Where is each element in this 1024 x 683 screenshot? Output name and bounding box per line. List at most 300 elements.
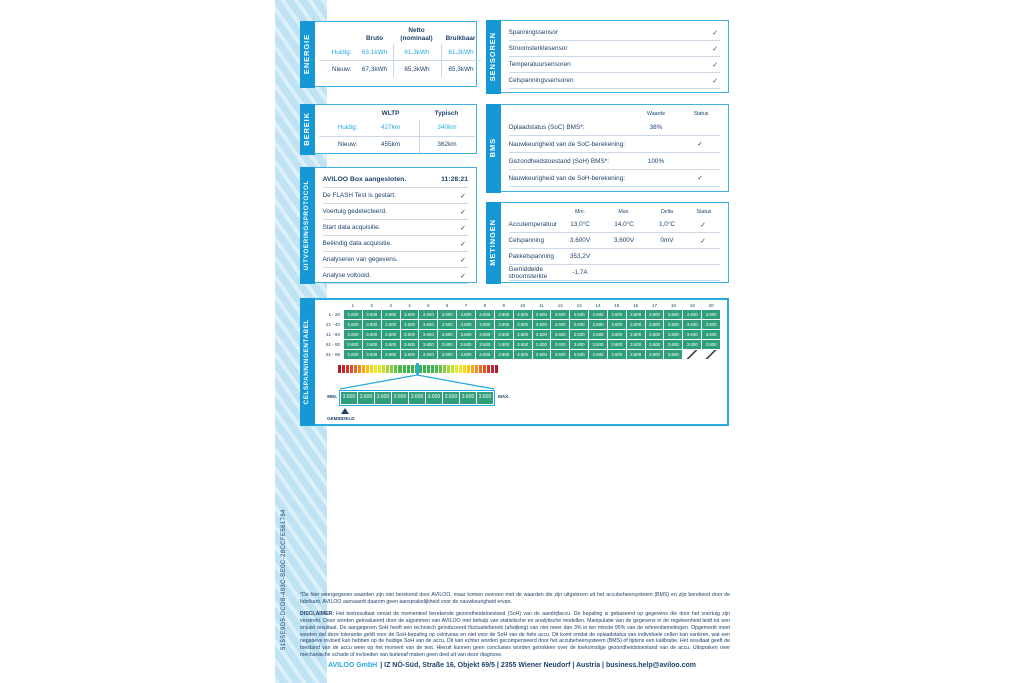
voltage-cell: 3.600 <box>608 340 626 349</box>
row-label: Nieuw: <box>319 60 357 77</box>
voltage-cell: 3.600 <box>702 320 720 329</box>
voltage-cell: 3.600 <box>476 320 494 329</box>
voltage-cell: 3.600 <box>358 392 374 404</box>
voltage-cell: 3.600 <box>419 320 437 329</box>
gradient-segment <box>427 365 430 373</box>
col-header: Typisch <box>434 110 459 117</box>
gradient-segment <box>459 365 462 373</box>
energie-table <box>319 24 481 77</box>
gradient-segment <box>431 365 434 373</box>
col-header: 20 <box>708 303 714 308</box>
voltage-cell: 3.600 <box>646 330 664 339</box>
check-icon: ✓ <box>700 237 706 245</box>
voltage-cell: 3.600 <box>363 330 381 339</box>
sensor-row <box>509 25 721 41</box>
metric-label: Accutemperatuur <box>508 221 558 228</box>
bereik-table <box>319 107 475 153</box>
voltage-cell: 3.600 <box>646 340 664 349</box>
protocol-steps <box>323 188 469 284</box>
min-value: -1,7A <box>572 269 588 276</box>
row-label: 81 - 98 <box>325 352 340 357</box>
voltage-cell: 3.600 <box>363 350 381 359</box>
voltage-cell: 3.600 <box>551 310 569 319</box>
col-header: 14 <box>595 303 601 308</box>
cell-grid <box>317 303 720 359</box>
gradient-segment <box>354 365 357 373</box>
check-icon: ✓ <box>460 208 466 216</box>
check-icon: ✓ <box>700 221 706 229</box>
voltage-cell: 3.600 <box>382 320 400 329</box>
bms-row <box>509 153 721 170</box>
voltage-cell: 3.600 <box>363 340 381 349</box>
voltage-cell: 3.600 <box>344 340 362 349</box>
check-icon: ✓ <box>460 192 466 200</box>
metric-label: Nauwkeurigheid van de SoH-berekening: <box>508 174 626 182</box>
bms-row <box>509 136 721 153</box>
voltage-cell: 3.600 <box>514 350 532 359</box>
protocol-header-row <box>323 171 469 188</box>
protocol-header-text: AVILOO Box aangesloten. <box>322 175 407 183</box>
metingen-row <box>509 233 721 249</box>
section-tab-label: CELSPANNINGENTABEL <box>303 319 311 405</box>
bms-card <box>486 104 729 192</box>
metric-value: 100% <box>647 157 665 165</box>
disclaimer <box>300 611 730 659</box>
gradient-segment <box>390 365 393 373</box>
col-header: 4 <box>408 303 411 308</box>
voltage-cell: 3.600 <box>392 392 408 404</box>
section-tab-label: METINGEN <box>488 219 498 266</box>
col-header: 7 <box>464 303 468 308</box>
sensor-row <box>509 73 721 89</box>
value-cell: 61,3kWh <box>441 44 481 60</box>
section-tab-label: SENSOREN <box>488 31 498 82</box>
voltage-cell: 3.600 <box>401 330 419 339</box>
sensor-label: Spanningssensor <box>508 29 558 36</box>
metric-label: Pakketspanning <box>508 253 554 260</box>
voltage-cell: 3.600 <box>514 340 532 349</box>
metingen-rows <box>509 205 721 281</box>
value-cell: 340km <box>419 120 475 136</box>
metingen-card <box>486 202 729 283</box>
row-label: Huidig: <box>331 48 352 56</box>
gradient-segment <box>483 365 486 373</box>
sensoren-tab <box>486 20 501 94</box>
col-header: 5 <box>427 303 430 308</box>
row-label: 1 - 20 <box>328 312 340 317</box>
col-header: Delta <box>660 209 674 215</box>
col-header: 16 <box>633 303 639 308</box>
voltage-cell: 3.600 <box>443 392 459 404</box>
voltage-cell: 3.600 <box>363 310 381 319</box>
sensor-label: Celspanningssensoren <box>508 77 574 84</box>
voltage-cell: 3.600 <box>533 330 551 339</box>
value-cell: 65,3kWh <box>393 60 441 77</box>
voltage-cell: 3.600 <box>460 392 476 404</box>
col-header-spacer <box>319 107 363 120</box>
voltage-cell: 3.600 <box>426 392 442 404</box>
voltage-cell: 3.600 <box>419 330 437 339</box>
value-cell: 362km <box>419 136 475 153</box>
voltage-cell: 3.600 <box>570 350 588 359</box>
voltage-cell: 3.600 <box>570 340 588 349</box>
gradient-segment <box>362 365 365 373</box>
gradient-segment <box>394 365 397 373</box>
empty-cell <box>702 350 720 359</box>
section-tab-label: UITVOERINGSPROTOCOL <box>302 179 310 271</box>
gradient-segment <box>411 365 414 373</box>
test-id: 515SE9D5-DCD8-493C-BE0C-28CCFE561784 <box>281 509 287 650</box>
gradient-segment <box>370 365 373 373</box>
gradient-segment <box>479 365 482 373</box>
min-value: 3,600V <box>569 237 591 244</box>
voltage-cell: 3.600 <box>683 310 701 319</box>
zoom-strip <box>339 390 495 406</box>
step-label: Analyse voltooid. <box>322 272 371 279</box>
voltage-cell: 3.600 <box>533 340 551 349</box>
metingen-tab <box>486 202 501 284</box>
gradient-segment <box>374 365 377 373</box>
celltable-card <box>300 298 729 426</box>
voltage-cell: 3.600 <box>344 350 362 359</box>
voltage-cell: 3.600 <box>664 340 682 349</box>
voltage-cell: 3.600 <box>570 310 588 319</box>
disclaimer-text: Het testresultaat omvat de momenteel berekende gezondheidstoestand (SoH) van de aandrijfaccu. De bepaling is gebaseerd op gegevens die door het voertuig zijn verstrekt. Deze worden geëvalueerd door de algoritmen van AVILOO met behulp van statistische en analytische modellen. Manipulatie van de gegevens in de regeleenheid leidt tot een onjuist resultaat. De aangegeven SoH heeft een technisch geïnduceerd fluctuatiebereik (afwijking) van niet meer dan 3% in ten minste 95% van de referentiemetingen. Opgemerkt moet worden dat deze tolerantie geldt voor de SoH-bepaling op celniveau en niet voor de SoH van de hele accu. Dit komt omdat de oplaadstatus van individuele cellen kan variëren, wat een negatieve invloed kan hebben op de huidige SoH van de accu. Dit kan echter worden gecompenseerd door het accubeheersysteem (BMS) of tijdens een kalibratie. Het resultaat geeft de toestand van de accu weer op het moment van de test. Hieruit kunnen geen conclusies worden getrokken over de toekomstige gezondheidstoestand van de accu. Uitspraken over mechanische schade of invloeden van buitenaf maken geen deel uit van deze diagnose. <box>300 611 730 659</box>
metric-label: Gemiddelde stroomsterkte <box>508 265 548 280</box>
voltage-cell: 3.600 <box>551 350 569 359</box>
spacer <box>509 215 559 217</box>
protocol-step <box>323 252 469 268</box>
voltage-cell: 3.600 <box>608 350 626 359</box>
voltage-cell: 3.600 <box>457 340 475 349</box>
step-label: Voertuig gedetecteerd. <box>322 208 387 215</box>
value-cell: 61,3kWh <box>393 44 441 60</box>
col-header: 11 <box>539 303 544 308</box>
sensor-row <box>509 57 721 73</box>
voltage-cell: 3.600 <box>627 320 645 329</box>
gradient-segment <box>471 365 474 373</box>
check-icon: ✓ <box>697 175 703 182</box>
check-icon: ✓ <box>460 224 466 232</box>
col-header: Netto (nominaal) <box>400 27 433 42</box>
voltage-cell: 3.600 <box>419 340 437 349</box>
check-icon: ✓ <box>712 29 718 37</box>
voltage-cell: 3.600 <box>477 392 493 404</box>
voltage-cell: 3.600 <box>664 310 682 319</box>
protocol-step <box>323 188 469 204</box>
col-header: Status <box>693 111 709 117</box>
empty-cell <box>683 350 701 359</box>
voltage-cell: 3.600 <box>589 320 607 329</box>
gradient-segment <box>338 365 341 373</box>
voltage-cell: 3.600 <box>438 310 456 319</box>
max-value: 3,600V <box>613 237 635 244</box>
metric-value: 38% <box>649 123 663 131</box>
voltage-cell: 3.600 <box>382 310 400 319</box>
voltage-cell: 3.600 <box>551 340 569 349</box>
min-label: MIN. <box>327 394 337 399</box>
celltable-tab <box>300 298 315 426</box>
step-label: Beëindig data acquisitie. <box>322 240 392 247</box>
disclaimer-label: DISCLAIMER: <box>300 611 335 617</box>
voltage-cell: 3.600 <box>401 340 419 349</box>
protocol-step <box>323 220 469 236</box>
metingen-row <box>509 217 721 233</box>
voltage-cell: 3.600 <box>495 340 513 349</box>
col-header: Min. <box>575 209 585 215</box>
voltage-cell: 3.600 <box>476 330 494 339</box>
footer-brand: AVILOO GmbH <box>327 662 378 669</box>
voltage-cell: 3.600 <box>382 340 400 349</box>
voltage-cell: 3.600 <box>476 340 494 349</box>
metric-label: Gezondheidstoestand (SoH) BMS*: <box>508 157 610 165</box>
gradient-marker <box>416 363 419 375</box>
voltage-cell: 3.600 <box>533 320 551 329</box>
voltage-cell: 3.600 <box>627 340 645 349</box>
voltage-cell: 3.600 <box>570 330 588 339</box>
voltage-cell: 3.600 <box>344 320 362 329</box>
voltage-cell: 3.600 <box>438 340 456 349</box>
bms-row <box>509 119 721 136</box>
col-header: 8 <box>483 303 487 308</box>
voltage-cell: 3.600 <box>702 340 720 349</box>
gradient-segment <box>475 365 478 373</box>
voltage-cell: 3.600 <box>375 392 391 404</box>
col-header: 1 <box>351 303 355 308</box>
bms-row <box>509 170 721 187</box>
col-header: 3 <box>389 303 392 308</box>
sensoren-list <box>509 25 721 89</box>
gradient-segment <box>366 365 369 373</box>
row-label: Nieuw: <box>319 136 363 153</box>
voltage-cell: 3.600 <box>438 350 456 359</box>
voltage-cell: 3.600 <box>683 330 701 339</box>
metric-label: Oplaadstatus (SoC) BMS*: <box>508 123 585 131</box>
voltage-cell: 3.600 <box>664 350 682 359</box>
sensor-label: Temperatuursensoren <box>508 61 571 68</box>
voltage-cell: 3.600 <box>476 350 494 359</box>
min-value: 13,0°C <box>570 221 590 228</box>
gradient-segment <box>467 365 470 373</box>
voltage-cell: 3.600 <box>495 310 513 319</box>
check-icon: ✓ <box>697 141 703 148</box>
check-icon: ✓ <box>460 272 466 280</box>
voltage-cell: 3.600 <box>627 350 645 359</box>
check-icon: ✓ <box>712 77 718 85</box>
voltage-cell: 3.600 <box>401 350 419 359</box>
voltage-cell: 3.600 <box>438 330 456 339</box>
voltage-cell: 3.600 <box>438 320 456 329</box>
voltage-cell: 3.600 <box>409 392 425 404</box>
max-value: 14,0°C <box>614 221 634 228</box>
step-label: Analyseren van gegevens. <box>322 256 398 263</box>
value-cell: 427km <box>380 124 401 132</box>
min-value: 353,2V <box>569 253 591 260</box>
col-header: 9 <box>502 303 505 308</box>
row-label: 61 - 80 <box>325 342 340 347</box>
section-tab-label: BEREIK <box>302 112 312 146</box>
energie-tab <box>300 21 315 88</box>
col-header: 6 <box>445 303 449 308</box>
col-header: Bruto <box>365 34 384 42</box>
gradient-segment <box>346 365 349 373</box>
voltage-cell: 3.600 <box>457 350 475 359</box>
sensor-label: Stroomsterktesensor <box>508 45 568 52</box>
protocol-step <box>323 236 469 252</box>
col-header: 13 <box>576 303 582 308</box>
voltage-cell: 3.600 <box>344 310 362 319</box>
metingen-row <box>509 249 721 265</box>
voltage-cell: 3.600 <box>627 310 645 319</box>
gradient-segment <box>403 365 406 373</box>
bms-rows <box>509 107 721 187</box>
energie-card <box>300 21 477 87</box>
voltage-cell: 3.600 <box>401 320 419 329</box>
gradient-segment <box>423 365 426 373</box>
row-label: 41 - 60 <box>325 332 340 337</box>
footer <box>280 662 744 669</box>
col-header: WLTP <box>381 110 400 117</box>
gradient-segment <box>439 365 442 373</box>
voltage-cell: 3.600 <box>495 350 513 359</box>
voltage-cell: 3.600 <box>382 350 400 359</box>
gradient-segment <box>386 365 389 373</box>
gradient-segment <box>350 365 353 373</box>
gradient-segment <box>342 365 345 373</box>
row-label: 21 - 40 <box>325 322 340 327</box>
gradient-segment <box>435 365 438 373</box>
voltage-cell: 3.600 <box>401 310 419 319</box>
voltage-cell: 3.600 <box>533 350 551 359</box>
gradient-segment <box>495 365 498 373</box>
col-header: 10 <box>520 303 526 308</box>
voltage-cell: 3.600 <box>419 350 437 359</box>
delta-value: 0mV <box>660 237 674 244</box>
voltage-cell: 3.600 <box>608 320 626 329</box>
voltage-cell: 3.600 <box>589 310 607 319</box>
voltage-cell: 3.600 <box>646 310 664 319</box>
voltage-cell: 3.600 <box>495 330 513 339</box>
footer-address: | IZ NÖ-Süd, Straße 16, Objekt 69/5 | 2355 Wiener Neudorf | Austria | business.help@aviloo.com <box>380 662 697 669</box>
gradient-segment <box>443 365 446 373</box>
average-label: GEMIDDELD <box>327 416 355 421</box>
gradient-segment <box>382 365 385 373</box>
voltage-cell: 3.600 <box>664 320 682 329</box>
col-header: 19 <box>689 303 695 308</box>
check-icon: ✓ <box>460 240 466 248</box>
protocol-card <box>300 167 477 283</box>
voltage-cell: 3.600 <box>344 330 362 339</box>
step-label: De FLASH Test is gestart. <box>322 192 396 199</box>
check-icon: ✓ <box>460 256 466 264</box>
voltage-cell: 3.600 <box>702 310 720 319</box>
voltage-cell: 3.600 <box>551 330 569 339</box>
step-label: Start data acquisitie. <box>322 224 381 231</box>
voltage-cell: 3.600 <box>608 310 626 319</box>
protocol-header-time: 11:28:21 <box>441 175 468 183</box>
voltage-cell: 3.600 <box>683 340 701 349</box>
voltage-cell: 3.600 <box>589 340 607 349</box>
col-header: Max. <box>618 209 630 215</box>
footnote-text: *De hier weergegeven waarden zijn niet berekend door AVILOO, maar komen overeen met de waarden die zijn uitgelezen uit het accubeheersysteem (BMS) en zijn berekend door de fabrikant. AVILOO aanvaardt daarom geen aansprakelijkheid voor de nauwkeurigheid ervan. <box>300 592 730 605</box>
gradient-segment <box>451 365 454 373</box>
metric-label: Nauwkeurigheid van de SoC-berekening: <box>508 140 626 148</box>
gradient-segment <box>358 365 361 373</box>
voltage-cell: 3.600 <box>589 330 607 339</box>
col-header: Status <box>696 209 712 215</box>
gradient-segment <box>407 365 410 373</box>
sensor-row <box>509 41 721 57</box>
gradient-segment <box>378 365 381 373</box>
metingen-header-row <box>509 205 721 217</box>
voltage-cell: 3.600 <box>457 310 475 319</box>
spacer <box>509 117 631 119</box>
voltage-cell: 3.600 <box>551 320 569 329</box>
delta-value: 1,0°C <box>658 221 676 228</box>
gradient-segment <box>419 365 422 373</box>
voltage-cell: 3.600 <box>646 320 664 329</box>
voltage-cell: 3.600 <box>514 330 532 339</box>
voltage-cell: 3.600 <box>646 350 664 359</box>
gradient-segment <box>487 365 490 373</box>
protocol-step <box>323 268 469 284</box>
value-cell: 67,3kWh <box>357 60 393 77</box>
gradient-segment <box>447 365 450 373</box>
gradient-segment <box>455 365 458 373</box>
voltage-cell: 3.600 <box>457 330 475 339</box>
col-header-spacer <box>319 24 357 44</box>
section-tab-label: ENERGIE <box>302 33 312 75</box>
voltage-cell: 3.600 <box>589 350 607 359</box>
col-header: 12 <box>557 303 563 308</box>
sensoren-card <box>486 20 729 93</box>
check-icon: ✓ <box>712 45 718 53</box>
voltage-cell: 3.600 <box>514 320 532 329</box>
voltage-cell: 3.600 <box>702 330 720 339</box>
col-header: 18 <box>670 303 676 308</box>
value-cell: 65,3kWh <box>441 60 481 77</box>
protocol-step <box>323 204 469 220</box>
value-cell: 63,1kWh <box>361 48 388 56</box>
col-header: 2 <box>370 303 374 308</box>
bereik-tab <box>300 104 315 155</box>
gradient-segment <box>463 365 466 373</box>
gradient-segment <box>398 365 401 373</box>
voltage-cell: 3.600 <box>382 330 400 339</box>
col-header: Bruikbaar <box>445 34 476 42</box>
voltage-cell: 3.600 <box>533 310 551 319</box>
voltage-cell: 3.600 <box>514 310 532 319</box>
voltage-cell: 3.600 <box>683 320 701 329</box>
metingen-row <box>509 265 721 281</box>
voltage-cell: 3.600 <box>608 330 626 339</box>
grid-corner <box>317 303 343 309</box>
voltage-cell: 3.600 <box>495 320 513 329</box>
bms-header-row <box>509 107 721 119</box>
value-cell: 455km <box>363 136 419 153</box>
footnote <box>300 592 730 606</box>
col-header: Waarde <box>647 111 665 117</box>
voltage-cell: 3.600 <box>419 310 437 319</box>
metric-label: Celspanning <box>508 237 545 244</box>
col-header: 17 <box>652 303 658 308</box>
max-label: MAX. <box>498 394 510 399</box>
voltage-cell: 3.600 <box>457 320 475 329</box>
gradient-segment <box>491 365 494 373</box>
average-marker-icon <box>341 408 349 414</box>
bereik-card <box>300 104 477 154</box>
voltage-cell: 3.600 <box>363 320 381 329</box>
